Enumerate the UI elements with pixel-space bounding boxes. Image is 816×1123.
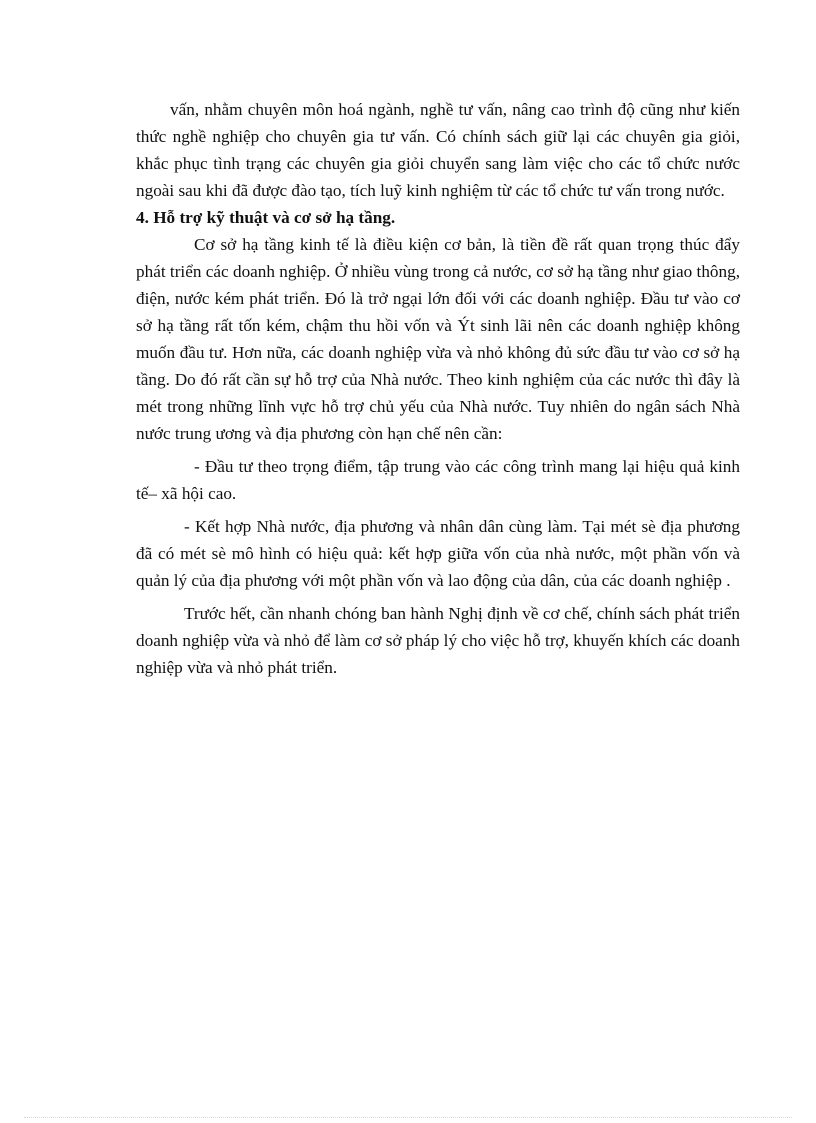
paragraph-consulting-experts: vấn, nhằm chuyên môn hoá ngành, nghề tư vấn, nâng cao trình độ cũng như kiến thức nghề nghiệp cho chuyên gia tư vấn. Có chính sách giữ lại các chuyên gia giỏi, khắc phục tình trạng các chuyên gia giỏi chuyển sang làm việc cho các tổ chức nước ngoài sau khi đã được đào tạo, tích luỹ kinh nghiệm từ các tổ chức tư vấn trong nước. <box>136 100 740 200</box>
paragraph-infrastructure: Cơ sở hạ tầng kinh tế là điều kiện cơ bản, là tiền đề rất quan trọng thúc đẩy phát triển các doanh nghiệp. Ở nhiều vùng trong cả nước, cơ sở hạ tầng như giao thông, điện, nước kém phát triển. Đó là trở ngại lớn đối với các doanh nghiệp. Đầu tư vào cơ sở hạ tầng rất tốn kém, chậm thu hồi vốn và Ýt sinh lãi nên các doanh nghiệp không muốn đầu tư. Hơn nữa, các doanh nghiệp vừa và nhỏ không đủ sức đầu tư vào cơ sở hạ tầng. Do đó rất cần sự hỗ trợ của Nhà nước. Theo kinh nghiệm của các nước thì đây là mét trong những lĩnh vực hỗ trợ chủ yếu của Nhà nước. Tuy nhiên do ngân sách Nhà nước trung ương và địa phương còn hạn chế nên cần: <box>136 235 740 443</box>
document-page <box>136 96 740 681</box>
section-heading: 4. Hỗ trợ kỹ thuật và cơ sở hạ tầng. <box>136 208 396 227</box>
paragraph-decree: Trước hết, cần nhanh chóng ban hành Nghị định về cơ chế, chính sách phát triển doanh nghiệp vừa và nhỏ để làm cơ sở pháp lý cho việc hỗ trợ, khuyến khích các doanh nghiệp vừa và nhỏ phát triển. <box>136 604 740 677</box>
bullet-combined-resources: - Kết hợp Nhà nước, địa phương và nhân dân cùng làm. Tại mét sè địa phương đã có mét sè mô hình có hiệu quả: kết hợp giữa vốn của nhà nước, một phần vốn và quản lý của địa phương với một phần vốn và lao động của dân, của các doanh nghiệp . <box>136 517 740 590</box>
page-bottom-divider <box>24 1117 792 1118</box>
bullet-focused-investment: - Đầu tư theo trọng điểm, tập trung vào các công trình mang lại hiệu quả kinh tế– xã hội cao. <box>136 457 740 503</box>
